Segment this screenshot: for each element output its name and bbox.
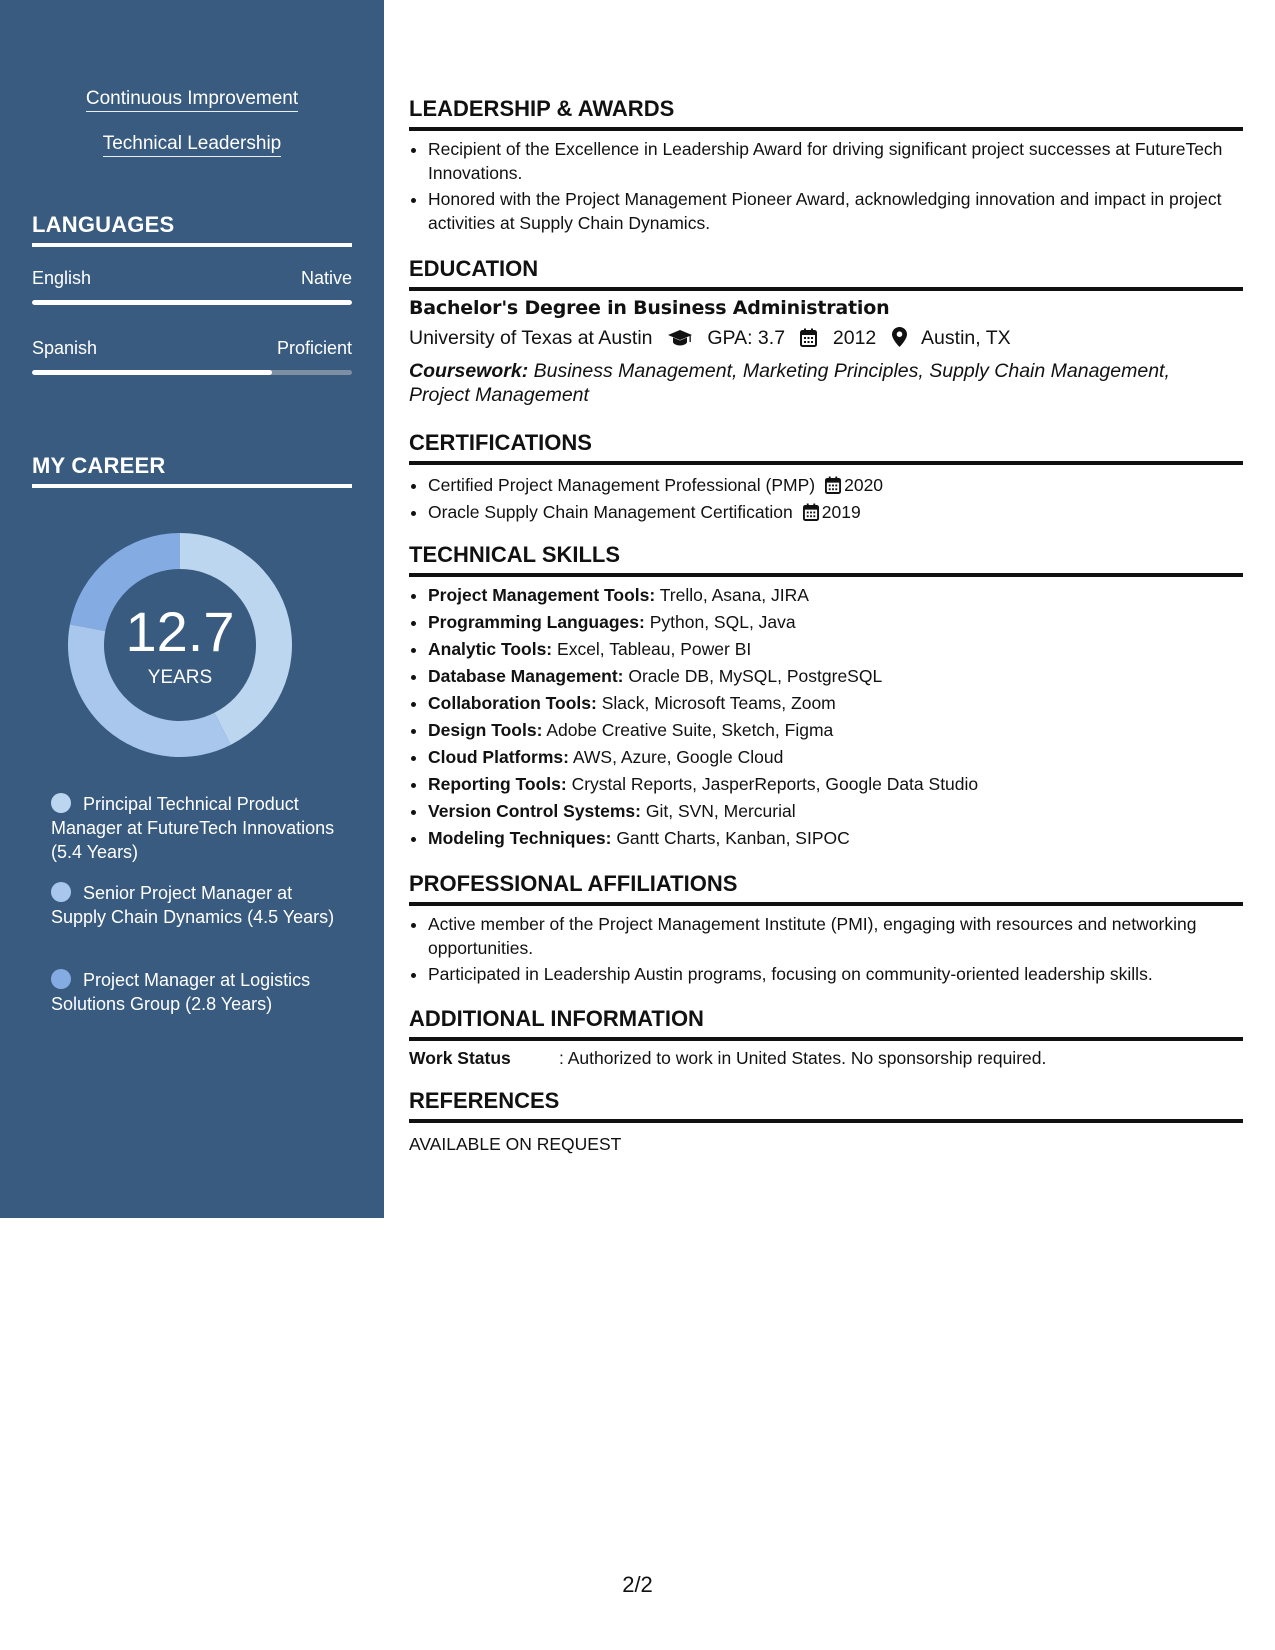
sidebar xyxy=(0,0,384,1218)
technical-skills-heading: TECHNICAL SKILLS xyxy=(409,542,1243,577)
references-text: AVAILABLE ON REQUEST xyxy=(409,1134,622,1154)
certification-year-group xyxy=(793,502,861,522)
language-name: Spanish xyxy=(32,338,98,358)
work-status-label: Work Status xyxy=(409,1048,511,1068)
list-item xyxy=(428,499,1262,526)
calendar-icon xyxy=(803,503,819,521)
additional-info-heading: ADDITIONAL INFORMATION xyxy=(409,1006,1243,1041)
technical-skills-list xyxy=(409,582,1262,852)
degree-title: Bachelor's Degree in Business Administration xyxy=(409,297,890,319)
language-bar-fill xyxy=(32,370,272,375)
leadership-list xyxy=(409,137,1262,235)
skill-link-technical-leadership[interactable] xyxy=(0,133,384,155)
list-item xyxy=(428,636,1262,663)
coursework xyxy=(409,359,1209,407)
skill-category: Programming Languages: xyxy=(428,612,645,632)
skill-label: Technical Leadership xyxy=(103,133,282,157)
gpa: GPA: 3.7 xyxy=(707,327,786,349)
coursework-text: Business Management, Marketing Principles, Supply Chain Management, Project Management xyxy=(409,360,1170,406)
career-item-text: Principal Technical Product Manager at FutureTech Innovations (5.4 Years) xyxy=(51,794,335,862)
career-item-text: Senior Project Manager at Supply Chain Dynamics (4.5 Years) xyxy=(51,883,335,927)
career-item xyxy=(51,881,341,929)
skill-category: Reporting Tools: xyxy=(428,774,567,794)
language-bar-fill xyxy=(32,300,352,305)
list-item xyxy=(428,798,1262,825)
skill-category: Database Management: xyxy=(428,666,624,686)
certification-year: 2020 xyxy=(844,475,884,495)
list-item xyxy=(428,663,1262,690)
location-pin-icon xyxy=(892,327,907,347)
skill-values: Gantt Charts, Kanban, SIPOC xyxy=(616,828,850,848)
certification-year-group xyxy=(815,475,883,495)
affiliations-heading: PROFESSIONAL AFFILIATIONS xyxy=(409,871,1243,906)
page-number: 2/2 xyxy=(622,1572,653,1597)
skill-link-continuous-improvement[interactable] xyxy=(0,88,384,110)
skill-values: Crystal Reports, JasperReports, Google Data Studio xyxy=(571,774,979,794)
work-status-row xyxy=(409,1048,1046,1069)
education-heading: EDUCATION xyxy=(409,256,1243,291)
list-item xyxy=(428,825,1262,852)
list-item: • Recipient of the Excellence in Leadership Award for driving significant project successes at FutureTech Innovations. xyxy=(428,137,1262,185)
language-level: Proficient xyxy=(276,338,352,358)
skill-category: Analytic Tools: xyxy=(428,639,553,659)
affiliations-list xyxy=(409,912,1262,986)
education-details xyxy=(409,327,1011,350)
skill-values: Trello, Asana, JIRA xyxy=(659,585,809,605)
language-bar-spanish xyxy=(32,370,352,375)
bullet-dot-icon xyxy=(51,793,71,813)
skill-label: Continuous Improvement xyxy=(86,88,298,112)
languages-heading: LANGUAGES xyxy=(32,212,352,247)
certification-name: Certified Project Management Professional (PMP) xyxy=(428,475,816,495)
skill-values: AWS, Azure, Google Cloud xyxy=(572,747,784,767)
skill-values: Git, SVN, Mercurial xyxy=(645,801,796,821)
school-location: Austin, TX xyxy=(921,327,1011,349)
list-item: • Participated in Leadership Austin programs, focusing on community-oriented leadership skills. xyxy=(428,962,1262,986)
bullet-dot-icon xyxy=(51,969,71,989)
career-donut-chart xyxy=(67,532,293,758)
list-item xyxy=(428,609,1262,636)
career-total-years: 12.7 xyxy=(125,600,235,663)
certification-name: Oracle Supply Chain Management Certification xyxy=(428,502,793,522)
list-item xyxy=(428,690,1262,717)
donut-center xyxy=(67,532,293,758)
list-item xyxy=(428,771,1262,798)
skill-values: Adobe Creative Suite, Sketch, Figma xyxy=(546,720,834,740)
skill-category: Cloud Platforms: xyxy=(428,747,569,767)
career-item-text: Project Manager at Logistics Solutions Group (2.8 Years) xyxy=(51,970,311,1014)
language-level: Native xyxy=(300,268,352,288)
list-item: • Honored with the Project Management Pioneer Award, acknowledging innovation and impact in project activities at Supply Chain Dynamics. xyxy=(428,187,1262,235)
school-name: University of Texas at Austin xyxy=(409,327,653,349)
skill-category: Version Control Systems: xyxy=(428,801,641,821)
skill-category: Collaboration Tools: xyxy=(428,693,597,713)
references-heading: REFERENCES xyxy=(409,1088,1243,1123)
calendar-icon xyxy=(825,476,841,494)
skill-values: Slack, Microsoft Teams, Zoom xyxy=(601,693,836,713)
language-bar-english xyxy=(32,300,352,305)
skill-category: Design Tools: xyxy=(428,720,543,740)
skill-values: Excel, Tableau, Power BI xyxy=(557,639,752,659)
bullet-dot-icon xyxy=(51,882,71,902)
leadership-heading: LEADERSHIP & AWARDS xyxy=(409,96,1243,131)
career-item xyxy=(51,792,341,864)
coursework-label: Coursework: xyxy=(409,360,529,382)
list-item: • Active member of the Project Management Institute (PMI), engaging with resources and networking opportunities. xyxy=(428,912,1262,960)
career-total-unit: YEARS xyxy=(147,667,213,688)
skill-values: Python, SQL, Java xyxy=(649,612,796,632)
certifications-heading: CERTIFICATIONS xyxy=(409,430,1243,465)
skill-values: Oracle DB, MySQL, PostgreSQL xyxy=(628,666,883,686)
work-status-value: : Authorized to work in United States. No sponsorship required. xyxy=(559,1048,1047,1068)
certifications-list xyxy=(409,472,1262,526)
graduation-cap-icon xyxy=(668,329,692,347)
language-name: English xyxy=(32,268,92,288)
list-item xyxy=(428,582,1262,609)
certification-year: 2019 xyxy=(821,502,861,522)
career-heading: MY CAREER xyxy=(32,453,352,488)
graduation-year: 2012 xyxy=(832,327,877,349)
skill-category: Project Management Tools: xyxy=(428,585,656,605)
calendar-icon xyxy=(800,328,817,347)
list-item xyxy=(428,472,1262,499)
skill-category: Modeling Techniques: xyxy=(428,828,612,848)
career-item xyxy=(51,968,341,1016)
list-item xyxy=(428,744,1262,771)
list-item xyxy=(428,717,1262,744)
